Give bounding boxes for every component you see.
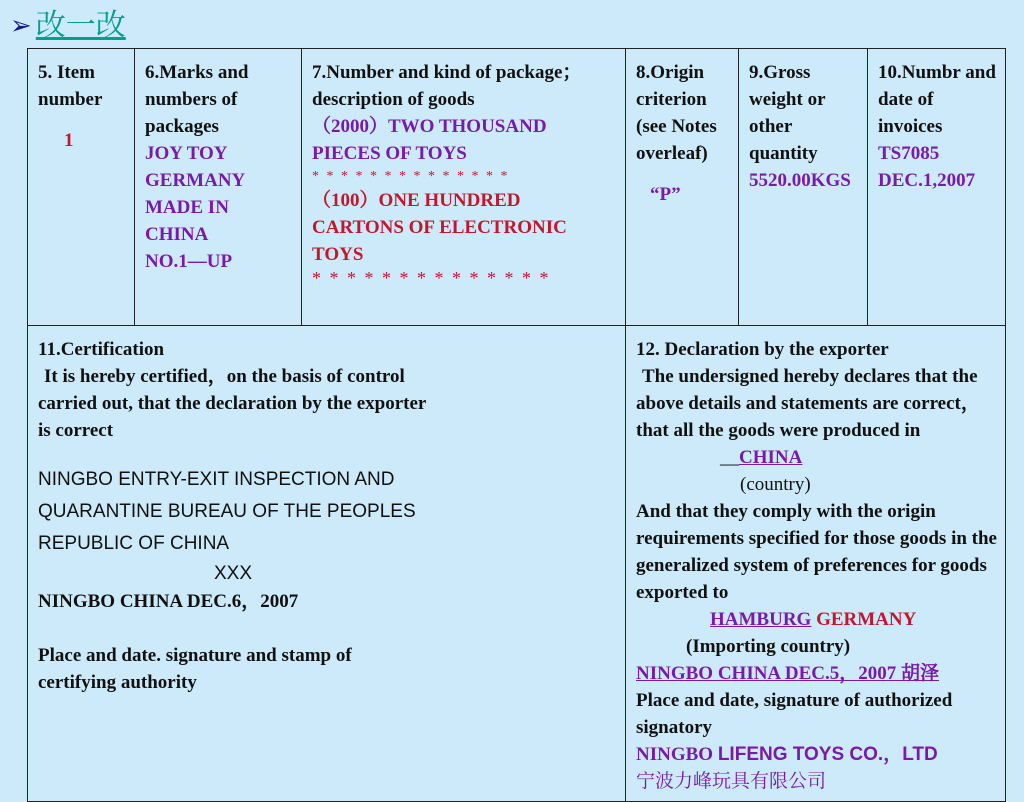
gross-weight-cell	[739, 49, 868, 326]
declaration-body-2: And that they comply with the origin requirements specified for those goods in the generalized system of preferences for goods exported to	[636, 501, 997, 603]
company-prefix: NINGBO	[636, 744, 714, 765]
page-title	[10, 8, 126, 44]
arrow-bullet-icon: ➢	[10, 11, 32, 40]
marks-line: NO.1—UP	[145, 251, 233, 272]
certification-row	[28, 326, 1006, 802]
marks-line: MADE IN	[145, 197, 229, 218]
bureau-name: NINGBO ENTRY-EXIT INSPECTION AND QUARANTINE BUREAU OF THE PEOPLES REPUBLIC OF CHINA	[38, 469, 416, 554]
company-name-chinese: 宁波力峰玩具有限公司	[636, 771, 827, 792]
invoice-number: TS7085	[878, 143, 940, 164]
invoice-cell	[868, 49, 1006, 326]
exporter-place-label: Place and date, signature of authorized signatory	[636, 690, 953, 738]
item-number-cell	[28, 49, 135, 326]
origin-certificate-table	[27, 48, 1006, 802]
package-stars: * * * * * * * * * * * * * *	[312, 268, 551, 288]
package-line-2: （100）ONE HUNDRED CARTONS OF ELECTRONIC TOYS	[312, 190, 567, 265]
package-description-cell	[302, 49, 626, 326]
importing-line	[636, 606, 997, 633]
certification-footer: Place and date. signature and stamp of certifying authority	[38, 645, 352, 693]
produced-country: CHINA	[739, 447, 803, 468]
declaration-heading: 12. Declaration by the exporter	[636, 339, 889, 360]
country-caption: (country)	[740, 474, 811, 495]
certification-heading: 11.Certification	[38, 339, 165, 360]
invoice-label: 10.Numbr and date of invoices	[878, 62, 996, 137]
importing-caption: (Importing country)	[686, 636, 851, 657]
certification-body: It is hereby certified，on the basis of control carried out, that the declaration by the exporter is correct	[38, 366, 427, 441]
import-city: HAMBURG	[710, 609, 812, 630]
exporter-company	[636, 741, 997, 768]
certification-place-date: NINGBO CHINA DEC.6，2007	[38, 591, 299, 612]
package-dots: * * * * * * * * * * * * * *	[312, 169, 510, 184]
package-label: 7.Number and kind of package；description of goods	[312, 62, 582, 110]
import-country: GERMANY	[816, 609, 917, 630]
item-number-value: 1	[64, 130, 74, 151]
item-number-label: 5. Item number	[38, 62, 103, 110]
goods-row	[28, 49, 1006, 326]
gross-label: 9.Gross weight or other quantity	[749, 62, 826, 164]
marks-line: CHINA	[145, 224, 209, 245]
package-line-1: （2000）TWO THOUSAND PIECES OF TOYS	[312, 116, 547, 164]
gross-value: 5520.00KGS	[749, 170, 851, 191]
exporter-place-signature: NINGBO CHINA DEC.5，2007 胡泽	[636, 663, 939, 684]
marks-line: GERMANY	[145, 170, 246, 191]
country-prefix: __	[720, 447, 739, 468]
country-line	[636, 444, 997, 471]
origin-value: “P”	[650, 184, 681, 205]
invoice-date: DEC.1,2007	[878, 170, 976, 191]
company-name: LIFENG TOYS CO.，LTD	[717, 744, 938, 765]
certifier-signature: XXX	[213, 563, 253, 584]
declaration-body: The undersigned hereby declares that the above details and statements are correct，that all the goods were produced in	[636, 366, 980, 441]
certification-cell	[28, 326, 626, 802]
origin-label: 8.Origin criterion (see Notes overleaf)	[636, 62, 717, 164]
marks-label: 6.Marks and numbers of packages	[145, 62, 249, 137]
declaration-cell	[626, 326, 1006, 802]
marks-line: JOY TOY	[145, 143, 228, 164]
page-title-text[interactable]: 改一改	[35, 8, 126, 43]
marks-cell	[135, 49, 302, 326]
origin-criterion-cell	[626, 49, 739, 326]
